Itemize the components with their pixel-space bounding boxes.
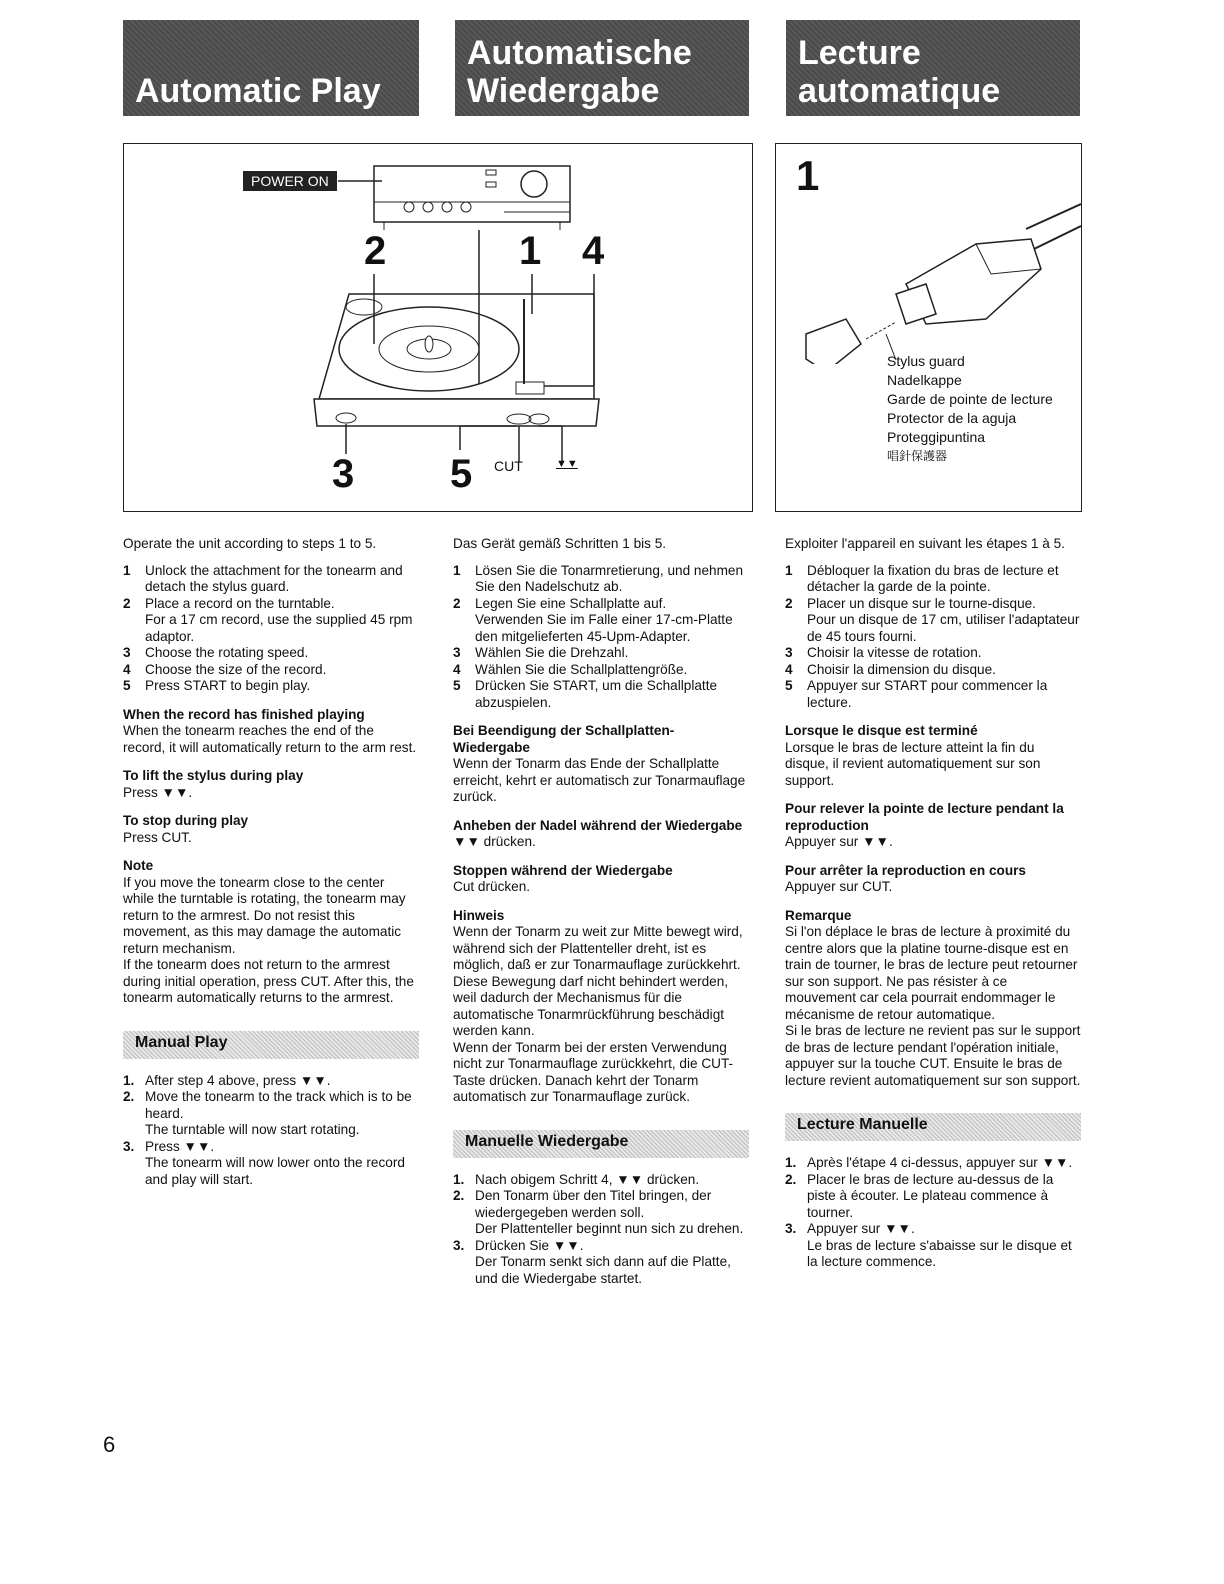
column-english	[123, 536, 419, 1198]
header-en	[123, 20, 419, 116]
note-text-2: Wenn der Tonarm bei der ersten Verwendung nicht zur Tonarmauflage zurückkehrt, die CUT-Taste drücken. Danach kehrt der Tonarm automatisch zur Tonarmauflage zurück.	[453, 1039, 734, 1104]
step-item: 2. Move the tonearm to the track which is to be heard. The turntable will now start rotating.	[123, 1089, 412, 1137]
stylus-guard-labels	[887, 352, 1053, 466]
cartridge-illustration	[776, 144, 1081, 364]
step-item: 4 Choisir la dimension du disque.	[785, 661, 996, 677]
section-bar-manual	[453, 1130, 749, 1158]
step-item: 3. Drücken Sie ▼▼. Der Tonarm senkt sich dann auf die Platte, und die Wiedergabe startet.	[453, 1237, 731, 1286]
column-french	[785, 536, 1081, 1281]
step-item: 4 Choose the size of the record.	[123, 661, 327, 677]
header-de	[455, 20, 749, 116]
section-title-manual: Manual Play	[135, 1033, 228, 1051]
steps-en	[123, 563, 419, 695]
section-bar-manual	[123, 1031, 419, 1059]
intro-en: Operate the unit according to steps 1 to 5.	[123, 536, 377, 551]
step-item: 2 Placer un disque sur le tourne-disque. Pour un disque de 17 cm, utiliser l'adaptateur de 45 tours fourni.	[785, 595, 1080, 644]
step-item: 1. Nach obigem Schritt 4, ▼▼ drücken.	[453, 1171, 700, 1187]
header-fr	[786, 20, 1080, 116]
heading-stop: Stoppen während der Wiedergabe	[453, 862, 673, 878]
label-zh: 唱針保護器	[887, 449, 948, 463]
note-text-1: Wenn der Tonarm zu weit zur Mitte bewegt wird, während sich der Plattenteller dreht, ist es möglich, daß er zur Tonarmauflage zurückkehrt. Diese Bewegung darf nicht behindert werden, weil dadurch der Mechanismus für die automatische Tonarmrückführung beschädigt werden kann.	[453, 924, 743, 1038]
manual-steps-en	[123, 1073, 419, 1189]
heading-finished: Bei Beendigung der Schallplatten-Wiedergabe	[453, 723, 675, 755]
step-number-4: 4	[582, 229, 605, 273]
cut-label: CUT	[494, 458, 523, 474]
step-item: 3 Choisir la vitesse de rotation.	[785, 645, 982, 660]
step-item: 2. Den Tonarm über den Titel bringen, der wiedergegeben werden soll. Der Plattenteller beginnt nun sich zu drehen.	[453, 1188, 744, 1236]
step-item: 3. Appuyer sur ▼▼. Le bras de lecture s'abaisse sur le disque et la lecture commence.	[785, 1221, 1072, 1269]
label-fr: Garde de pointe de lecture	[887, 391, 1053, 407]
step-item: 1. After step 4 above, press ▼▼.	[123, 1072, 331, 1088]
label-es: Protector de la aguja	[887, 410, 1017, 426]
step-number-5: 5	[450, 452, 473, 496]
step-item: 1. Après l'étape 4 ci-dessus, appuyer sur ▼▼.	[785, 1155, 1073, 1170]
step-item: 3 Choose the rotating speed.	[123, 645, 309, 660]
header-fr-title: Lecture automatique	[798, 34, 1001, 110]
heading-lift: Pour relever la pointe de lecture pendant la reproduction	[785, 801, 1064, 833]
step-item: 2. Placer le bras de lecture au-dessus de la piste à écouter. Le plateau commence à tourner.	[785, 1171, 1054, 1220]
text-stop: Appuyer sur CUT.	[785, 879, 893, 894]
note-text-2: Si le bras de lecture ne revient pas sur le support de bras de lecture pendant l'opération initiale, appuyer sur la touche CUT. Ensuite le bras de lecture revient automatiquement sur son support.	[785, 1023, 1081, 1088]
heading-note: Note	[123, 858, 154, 873]
section-title-manual: Lecture Manuelle	[797, 1116, 928, 1133]
text-lift: ▼▼ drücken.	[453, 834, 536, 849]
label-de: Nadelkappe	[887, 372, 962, 388]
section-bar-manual	[785, 1113, 1081, 1141]
steps-de	[453, 563, 749, 712]
step-item: 3. Press ▼▼. The tonearm will now lower onto the record and play will start.	[123, 1138, 405, 1187]
column-german	[453, 536, 749, 1297]
power-on-label: POWER ON	[243, 171, 337, 191]
text-stop: Press CUT.	[123, 829, 192, 845]
step-number-1: 1	[519, 229, 542, 273]
stylus-guard-figure	[775, 143, 1082, 512]
intro-fr: Exploiter l'appareil en suivant les étapes 1 à 5.	[785, 536, 1065, 551]
note-text-1: Si l'on déplace le bras de lecture à proximité du centre alors que la platine tourne-disque est en train de tourner, le bras de lecture peut retourner sur son support. Ne pas résister à ce mouvement car cela pourrait endommager le mécanisme de retour automatique.	[785, 924, 1078, 1022]
label-en: Stylus guard	[887, 353, 965, 369]
step-item: 1 Débloquer la fixation du bras de lecture et détacher la garde de la pointe.	[785, 562, 1059, 594]
section-title-manual: Manuelle Wiedergabe	[465, 1132, 629, 1150]
step-number-3: 3	[332, 452, 355, 496]
heading-stop: To stop during play	[123, 813, 249, 828]
note-text-1: If you move the tonearm close to the center while the turntable is rotating, the tonearm may return to the armrest. Do not resist this movement, as this may damage the automatic return mechanism.	[123, 874, 406, 956]
text-lift: Appuyer sur ▼▼.	[785, 834, 893, 849]
page-number: 6	[103, 1432, 116, 1457]
heading-lift: Anheben der Nadel während der Wiedergabe	[453, 817, 743, 833]
heading-finished: When the record has finished playing	[123, 706, 365, 722]
heading-note: Remarque	[785, 907, 852, 923]
turntable-figure	[123, 143, 753, 512]
text-finished: When the tonearm reaches the end of the record, it will automatically return to the arm rest.	[123, 723, 417, 755]
step-item: 5 Appuyer sur START pour commencer la lecture.	[785, 678, 1048, 710]
text-finished: Wenn der Tonarm das Ende der Schallplatte erreicht, kehrt er automatisch zur Tonarmauflage zurück.	[453, 756, 746, 804]
figure-step-number: 1	[796, 152, 820, 199]
intro-de: Das Gerät gemäß Schritten 1 bis 5.	[453, 536, 667, 551]
manual-steps-de	[453, 1172, 749, 1288]
step-number-2: 2	[364, 229, 387, 273]
step-item: 2 Place a record on the turntable. For a 17 cm record, use the supplied 45 rpm adaptor.	[123, 595, 413, 644]
steps-fr	[785, 563, 1081, 712]
step-item: 5 Press START to begin play.	[123, 678, 311, 693]
turntable-illustration	[124, 144, 752, 511]
step-item: 3 Wählen Sie die Drehzahl.	[453, 645, 629, 660]
label-it: Proteggipuntina	[887, 429, 986, 445]
text-finished: Lorsque le bras de lecture atteint la fin du disque, il revient automatiquement sur son support.	[785, 739, 1041, 788]
note-text-2: If the tonearm does not return to the armrest during initial operation, press CUT. After this, the tonearm automatically returns to the armrest.	[123, 957, 414, 1005]
text-lift: Press ▼▼.	[123, 784, 193, 800]
step-item: 5 Drücken Sie START, um die Schallplatte abzuspielen.	[453, 678, 718, 710]
step-item: 2 Legen Sie eine Schallplatte auf. Verwenden Sie im Falle einer 17-cm-Platte den mitgelieferten 45-Upm-Adapter.	[453, 595, 733, 644]
header-en-title: Automatic Play	[135, 72, 381, 110]
step-item: 1 Unlock the attachment for the tonearm and detach the stylus guard.	[123, 562, 403, 594]
heading-lift: To lift the stylus during play	[123, 768, 304, 783]
step-item: 4 Wählen Sie die Schallplattengröße.	[453, 661, 688, 677]
header-de-title: Automatische Wiedergabe	[467, 34, 692, 110]
arrows-label: ▼▼	[556, 458, 578, 470]
text-stop: Cut drücken.	[453, 879, 531, 894]
heading-stop: Pour arrêter la reproduction en cours	[785, 862, 1026, 878]
manual-steps-fr	[785, 1155, 1081, 1271]
heading-finished: Lorsque le disque est terminé	[785, 723, 978, 738]
step-item: 1 Lösen Sie die Tonarmretierung, und nehmen Sie den Nadelschutz ab.	[453, 562, 744, 594]
heading-note: Hinweis	[453, 907, 505, 923]
